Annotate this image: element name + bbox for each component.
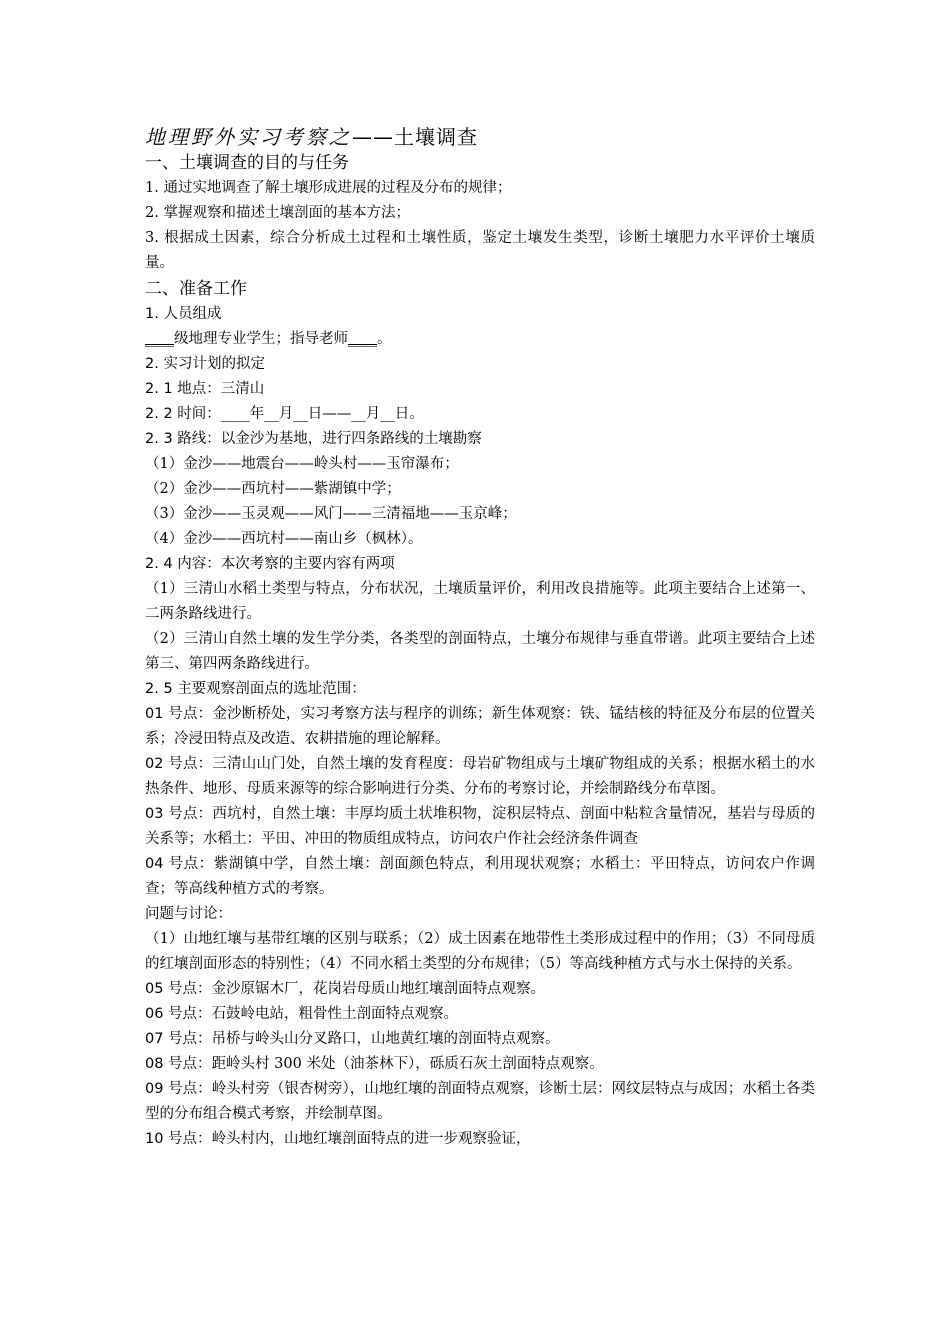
- document-title: [145, 124, 815, 150]
- point-text: 岭头村旁（银杏树旁），山地红壤的剖面特点观察，诊断土层：网纹层特点与成因；水稻土各类型的分布组合模式考察，并绘制草图。: [145, 1081, 816, 1122]
- section2-heading: 二、准备工作: [145, 279, 247, 299]
- place-label: 2. 1 地点：: [145, 381, 221, 397]
- point-10: [145, 1127, 815, 1152]
- time-value: ____年__月__日——__月__日。: [220, 406, 424, 422]
- point-label: 06 号点：: [145, 1006, 212, 1022]
- content-label: 2. 4 内容：: [145, 556, 221, 572]
- personnel-text-2: 。: [377, 331, 392, 347]
- point-label: 09 号点：: [145, 1081, 212, 1097]
- point-01: [145, 702, 815, 752]
- point-text: 紫湖镇中学，自然土壤：剖面颜色特点，利用现状观察；水稻土：平田特点，访问农户作调查；等高线种植方式的考察。: [145, 856, 816, 897]
- section1-item-1: 1. 通过实地调查了解土壤形成进展的过程及分布的规律；: [145, 180, 512, 196]
- point-text: 石鼓岭电站，粗骨性土剖面特点观察。: [211, 1006, 459, 1022]
- point-02: [145, 752, 815, 802]
- route-value: 以金沙为基地，进行四条路线的土壤勘察: [220, 431, 482, 447]
- point-06: [145, 1002, 815, 1027]
- route-1: （1）金沙——地震台——岭头村——玉帘瀑布；: [145, 456, 459, 472]
- point-label: 10 号点：: [145, 1131, 212, 1147]
- section1-item-3: 3. 根据成土因素，综合分析成土过程和土壤性质，鉴定土壤发生类型，诊断土壤肥力水平评价土壤质量。: [145, 230, 815, 271]
- personnel-blank-1: ____: [145, 331, 174, 347]
- personnel-text-1: 级地理专业学生；指导老师: [174, 331, 348, 347]
- discussion-text: （1）山地红壤与基带红壤的区别与联系；（2）成土因素在地带性土类形成过程中的作用；（3）不同母质的红壤剖面形态的特别性；（4）不同水稻土类型的分布规律；（5）等高线种植方式与水土保持的关系。: [145, 931, 816, 972]
- time-line: [145, 402, 815, 427]
- content-value: 本次考察的主要内容有两项: [220, 556, 395, 572]
- time-label: 2. 2 时间：: [145, 406, 221, 422]
- point-text: 吊桥与岭头山分叉路口，山地黄红壤的剖面特点观察。: [211, 1031, 560, 1047]
- point-text: 三清山山门处，自然土壤的发育程度：母岩矿物组成与土壤矿物组成的关系；根据水稻土的水热条件、地形、母质来源等的综合影响进行分类、分布的考察讨论，并绘制路线分布草图。: [145, 756, 815, 797]
- point-label: 04 号点：: [145, 856, 214, 872]
- point-text: 距岭头村 300 米处（油茶林下），砾质石灰土剖面特点观察。: [211, 1056, 604, 1072]
- route-label: 2. 3 路线：: [145, 431, 221, 447]
- point-text: 金沙断桥处，实习考察方法与程序的训练；新生体观察：铁、锰结核的特征及分布层的位置关系；冷浸田特点及改造、农耕措施的理论解释。: [145, 706, 815, 747]
- point-09: [145, 1077, 815, 1127]
- point-label: 08 号点：: [145, 1056, 212, 1072]
- point-label: 03 号点：: [145, 806, 213, 822]
- plan-heading: 2. 实习计划的拟定: [145, 356, 265, 372]
- route-3: （3）金沙——玉灵观——风门——三清福地——玉京峰；: [145, 506, 517, 522]
- point-03: [145, 802, 815, 852]
- section1-item-2: 2. 掌握观察和描述土壤剖面的基本方法；: [145, 205, 410, 221]
- content-1: （1）三清山水稻土类型与特点，分布状况，土壤质量评价，利用改良措施等。此项主要结合上述第一、二两条路线进行。: [145, 581, 815, 622]
- place-value: 三清山: [220, 381, 265, 397]
- point-04: [145, 852, 815, 902]
- point-05: [145, 977, 815, 1002]
- point-text: 西坑村，自然土壤：丰厚均质土状堆积物，淀积层特点、剖面中粘粒含量情况，基岩与母质的关系等；水稻土：平田、冲田的物质组成特点，访问农户作社会经济条件调查: [145, 806, 815, 847]
- scope-heading: 2. 5 主要观察剖面点的选址范围：: [145, 681, 366, 697]
- point-label: 05 号点：: [145, 981, 212, 997]
- route-line: [145, 427, 815, 452]
- content-2: （2）三清山自然土壤的发生学分类，各类型的剖面特点，土壤分布规律与垂直带谱。此项主要结合上述第三、第四两条路线进行。: [145, 631, 815, 672]
- title-part1: 地理野外实习考察之: [145, 125, 352, 149]
- section1-heading: 一、土壤调查的目的与任务: [145, 153, 349, 173]
- point-label: 07 号点：: [145, 1031, 212, 1047]
- route-4: （4）金沙——西坑村——南山乡（枫林）。: [145, 531, 423, 547]
- point-label: 02 号点：: [145, 756, 213, 772]
- place-line: [145, 377, 815, 402]
- personnel-line: [145, 327, 815, 352]
- point-08: [145, 1052, 815, 1077]
- point-07: [145, 1027, 815, 1052]
- content-line: [145, 552, 815, 577]
- point-text: 金沙原锯木厂，花岗岩母质山地红壤剖面特点观察。: [211, 981, 546, 997]
- personnel-heading: 1. 人员组成: [145, 306, 222, 322]
- title-part2: ——土壤调查: [352, 125, 478, 149]
- discussion-heading: 问题与讨论：: [145, 906, 232, 922]
- route-2: （2）金沙——西坑村——紫湖镇中学；: [145, 481, 401, 497]
- point-text: 岭头村内，山地红壤剖面特点的进一步观察验证，: [211, 1131, 531, 1147]
- personnel-blank-2: ____: [348, 331, 377, 347]
- document-page: [145, 124, 815, 1152]
- point-label: 01 号点：: [145, 706, 213, 722]
